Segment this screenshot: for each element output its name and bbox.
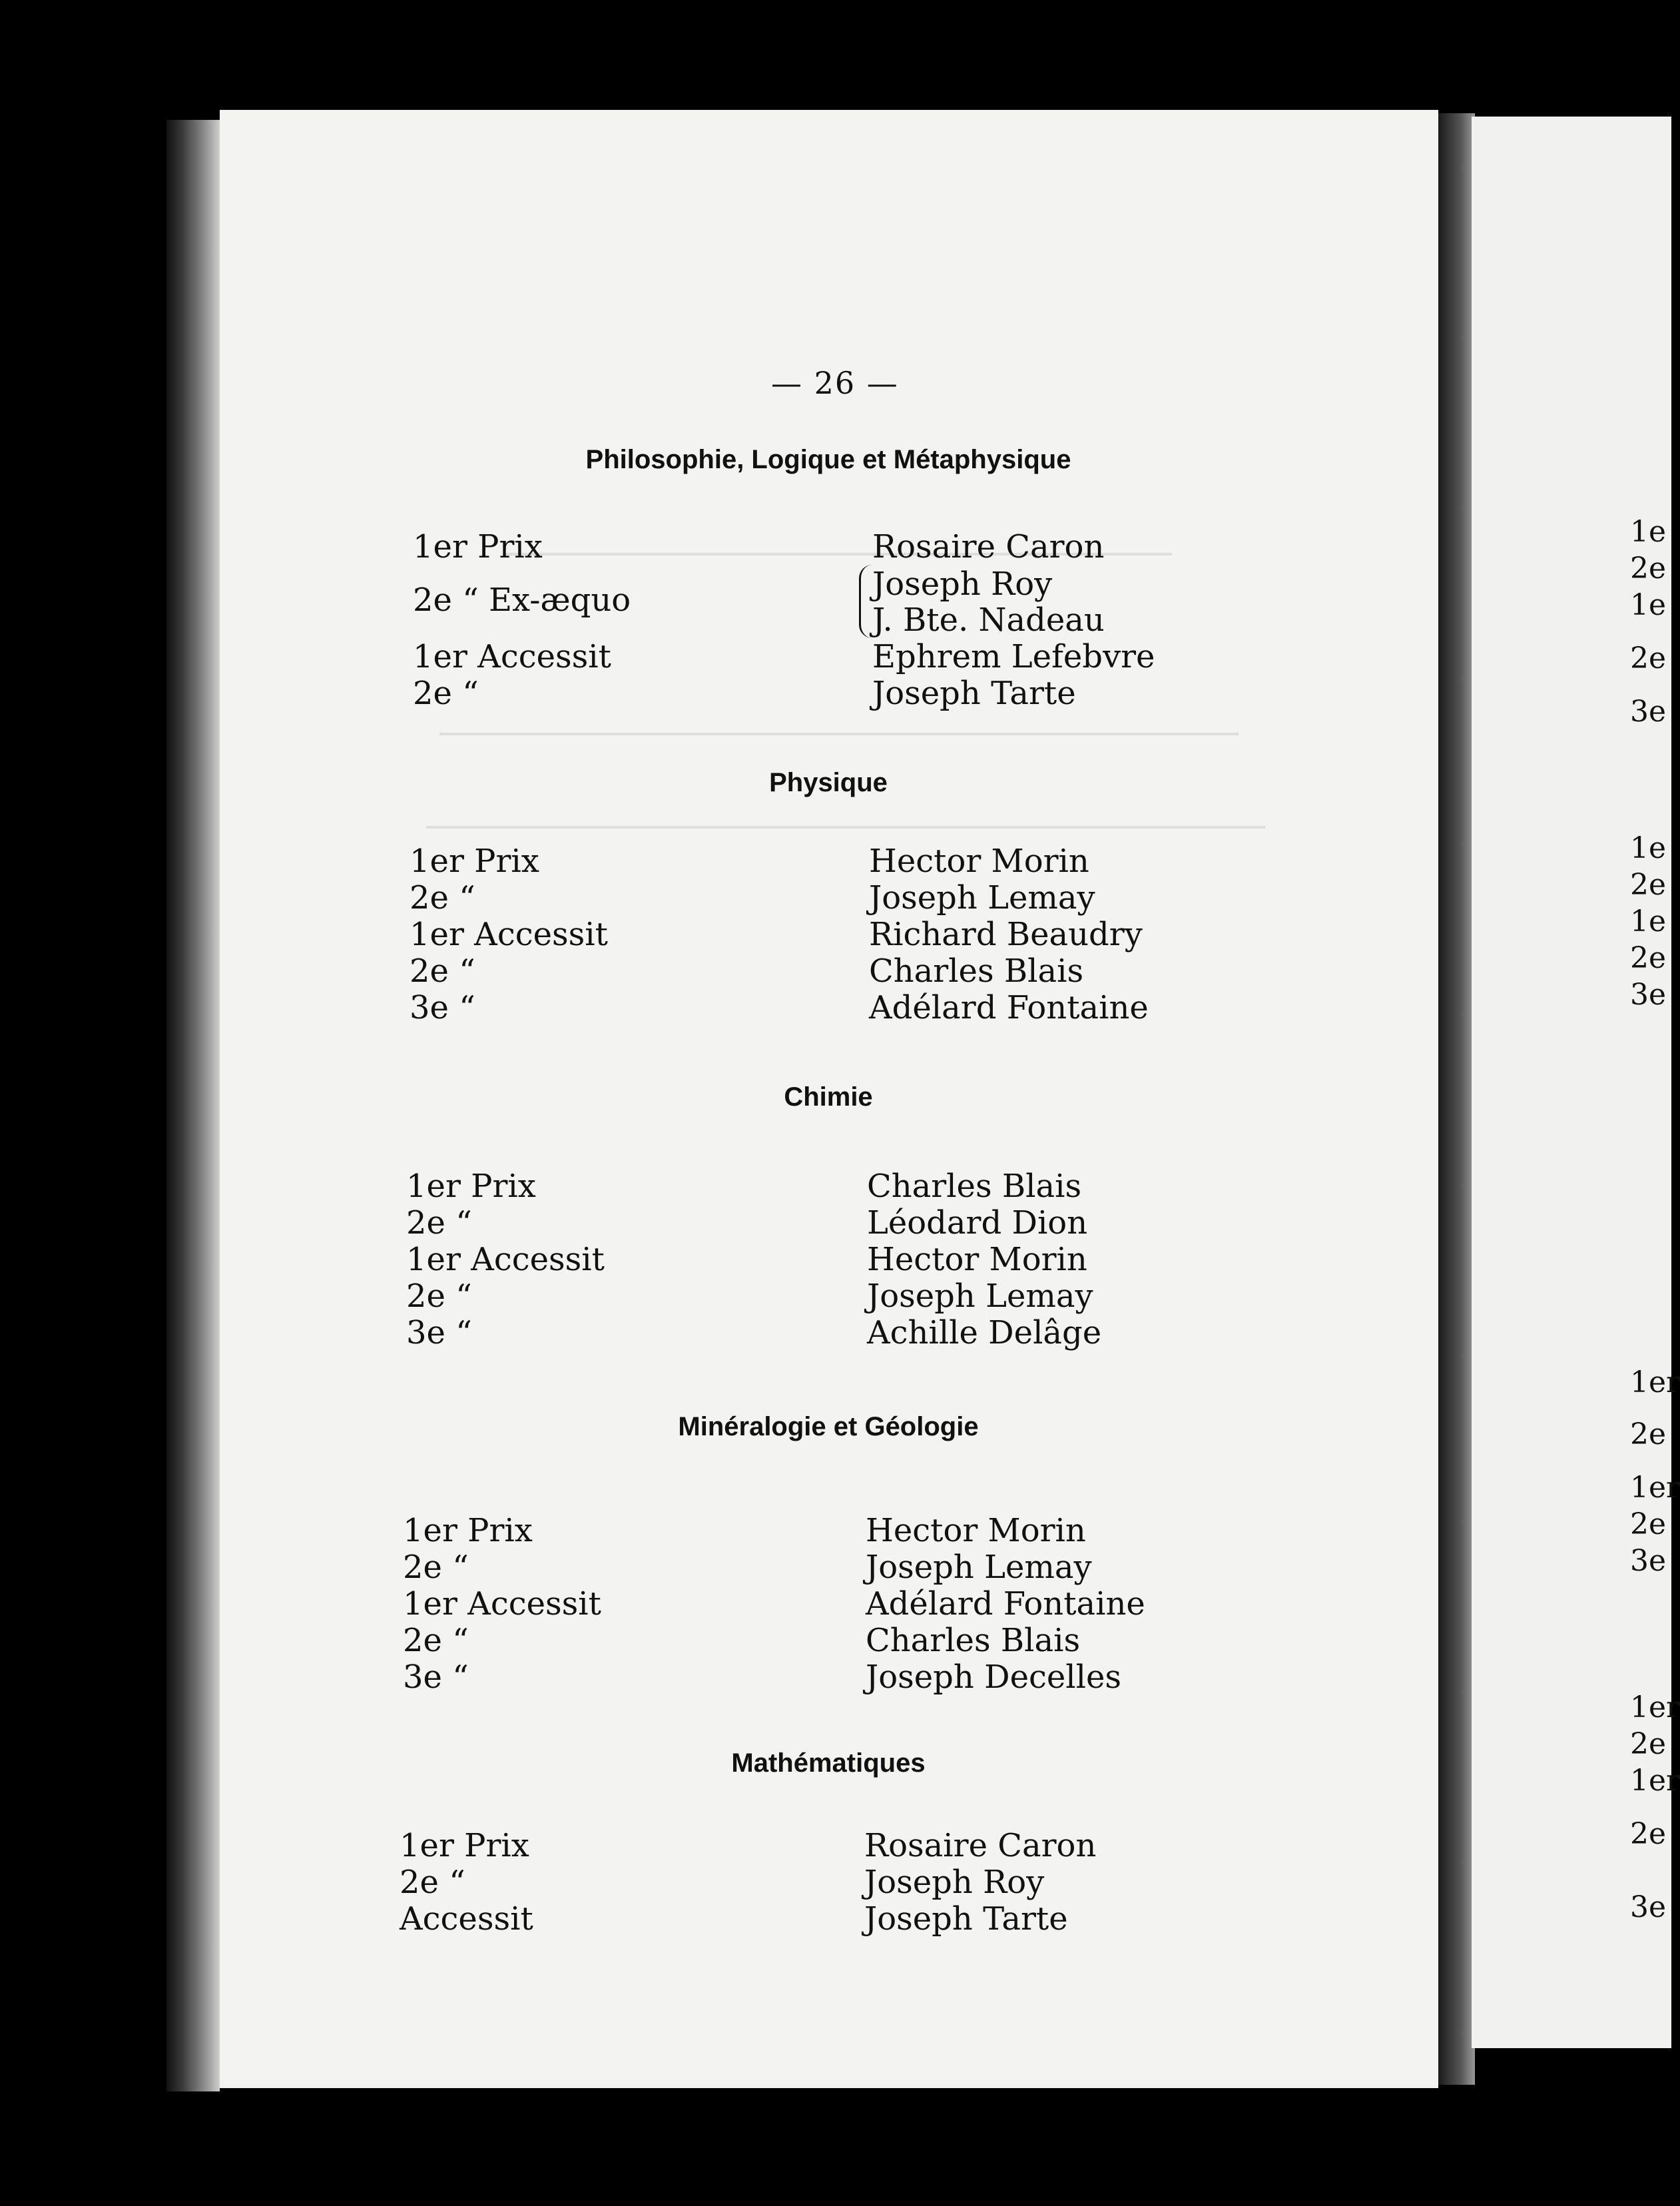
prize-label: 2e “ (403, 1622, 469, 1659)
right-page-label: 1e (1630, 588, 1667, 622)
page-number: — 26 — (771, 365, 899, 401)
prize-label: 1er Accessit (403, 1585, 601, 1623)
prize-label: 1er Accessit (406, 1241, 605, 1278)
right-page-label: 1er (1630, 1690, 1680, 1724)
prize-label: Accessit (400, 1900, 533, 1938)
right-page-label: 2e (1630, 1817, 1667, 1851)
section-title-philosophie: Philosophie, Logique et Métaphysique (585, 445, 1071, 474)
right-page-label: 2e (1630, 1727, 1667, 1761)
winner-name: Joseph Tarte (872, 675, 1076, 712)
winner-name: Joseph Roy (864, 1864, 1045, 1901)
winner-name: Joseph Decelles (866, 1658, 1121, 1696)
right-page-label: 3e (1630, 1544, 1667, 1578)
winner-name: J. Bte. Nadeau (872, 601, 1105, 639)
winner-name: Richard Beaudry (869, 916, 1143, 953)
prize-label: 1er Prix (406, 1168, 536, 1205)
prize-label: 2e “ (406, 1278, 472, 1315)
prize-label: 1er Accessit (410, 916, 608, 953)
winner-name: Rosaire Caron (864, 1827, 1097, 1864)
winner-name: Joseph Lemay (869, 879, 1095, 917)
winner-name: Adélard Fontaine (866, 1585, 1145, 1623)
prize-label: 1er Prix (413, 528, 543, 565)
prize-label: 2e “ (410, 879, 475, 917)
right-page-label: 1er (1630, 1764, 1680, 1798)
winner-name: Charles Blais (869, 952, 1084, 990)
winner-name: Hector Morin (867, 1241, 1087, 1278)
winner-name: Joseph Lemay (867, 1278, 1093, 1315)
right-page-label: 2e (1630, 641, 1667, 675)
section-title-physique: Physique (769, 768, 888, 797)
prize-label: 3e “ (410, 989, 475, 1026)
winner-name: Adélard Fontaine (869, 989, 1149, 1026)
prize-label: 1er Prix (410, 843, 539, 880)
prize-label: 2e “ (406, 1204, 472, 1242)
winner-name: Joseph Lemay (866, 1549, 1092, 1586)
right-page-label: 2e (1630, 1417, 1667, 1451)
prize-label: 2e “ (410, 952, 475, 990)
prize-label: 2e “ (403, 1549, 469, 1586)
winner-name: Hector Morin (869, 843, 1089, 880)
winner-name: Léodard Dion (867, 1204, 1088, 1242)
section-title-mineralogie: Minéralogie et Géologie (678, 1412, 979, 1441)
prize-label: 1er Accessit (413, 638, 611, 675)
prize-label: 2e “ (400, 1864, 465, 1901)
right-page-label: 1er (1630, 1365, 1680, 1399)
right-page-label: 3e (1630, 1890, 1667, 1924)
right-page-label: 3e (1630, 978, 1667, 1012)
right-page-label: 1e (1630, 905, 1667, 938)
right-page-label: 1er (1630, 1471, 1680, 1505)
prize-label: 3e “ (403, 1658, 469, 1696)
prize-label: 3e “ (406, 1314, 472, 1351)
bleed-through-shape (439, 693, 1239, 735)
right-page-label: 1e (1630, 515, 1667, 549)
prize-label: 2e “ (413, 675, 479, 712)
winner-name: Joseph Roy (872, 565, 1053, 603)
right-page-label: 2e (1630, 1507, 1667, 1541)
prize-label: 2e “ Ex-æquo (413, 581, 631, 619)
right-page-label: 2e (1630, 941, 1667, 975)
prize-label: 1er Prix (400, 1827, 529, 1864)
right-page-label: 2e (1630, 868, 1667, 902)
winner-name: Charles Blais (866, 1622, 1081, 1659)
right-page-label: 1e (1630, 831, 1667, 865)
right-page-label: 2e (1630, 552, 1667, 585)
winner-name: Achille Delâge (867, 1314, 1102, 1351)
winner-name: Hector Morin (866, 1512, 1086, 1549)
right-page-label: 3e (1630, 695, 1667, 729)
section-title-chimie: Chimie (784, 1082, 873, 1112)
winner-name: Ephrem Lefebvre (872, 638, 1155, 675)
prize-label: 1er Prix (403, 1512, 533, 1549)
winner-name: Joseph Tarte (864, 1900, 1068, 1938)
winner-name: Rosaire Caron (872, 528, 1105, 565)
section-title-mathematiques: Mathématiques (731, 1748, 926, 1778)
winner-name: Charles Blais (867, 1168, 1082, 1205)
